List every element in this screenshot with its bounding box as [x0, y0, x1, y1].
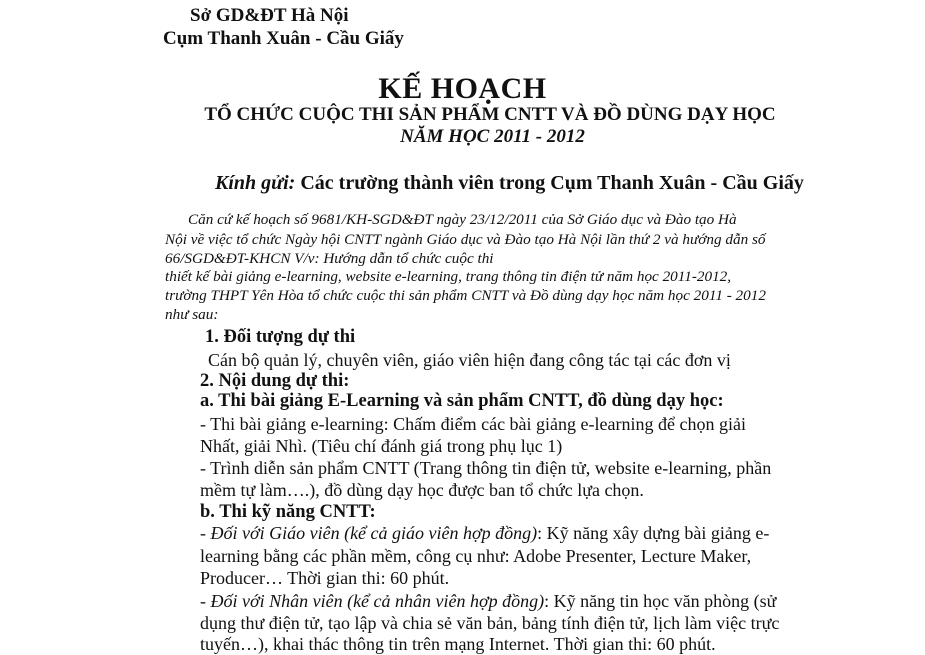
- staff-line: [200, 591, 776, 612]
- intro-line: Căn cứ kế hoạch số 9681/KH-SGD&ĐT ngày 23/12/2011 của Sở Giáo dục và Đào tạo Hà: [188, 211, 737, 228]
- recipient-text: Các trường thành viên trong Cụm Thanh Xuân - Cầu Giấy: [295, 172, 804, 194]
- teacher-label: - Đối với Giáo viên (kể cả giáo viên hợp đồng): [200, 523, 538, 543]
- section-2-heading: 2. Nội dung dự thi:: [200, 371, 350, 391]
- intro-line: thiết kế bài giảng e-learning, website e-learning, trang thông tin điện tử năm học 2011-2012,: [165, 268, 732, 285]
- body-line: Producer… Thời gian thi: 60 phút.: [200, 568, 450, 588]
- teacher-text: : Kỹ năng xây dựng bài giảng e-: [537, 523, 770, 543]
- body-line: dụng thư điện tử, tạo lập và chia sẻ văn bản, bảng tính điện tử, lịch làm việc trực: [200, 613, 780, 633]
- body-line: mềm tự làm….), đồ dùng dạy học được ban tổ chức lựa chọn.: [200, 480, 644, 500]
- section-2a-heading: a. Thi bài giảng E-Learning và sản phẩm CNTT, đồ dùng dạy học:: [200, 391, 724, 411]
- intro-line: trường THPT Yên Hòa tổ chức cuộc thi sản phẩm CNTT và Đồ dùng dạy học năm học 2011 - 2012: [165, 287, 766, 304]
- body-line: - Trình diễn sản phẩm CNTT (Trang thông tin điện tử, website e-learning, phần: [200, 458, 772, 478]
- recipient-label: Kính gửi:: [215, 172, 296, 194]
- section-1-heading: 1. Đối tượng dự thi: [205, 327, 356, 347]
- section-2b-heading: b. Thi kỹ năng CNTT:: [200, 502, 376, 522]
- document-title: KẾ HOẠCH: [378, 72, 547, 105]
- school-year: NĂM HỌC 2011 - 2012: [400, 126, 585, 147]
- org-line-1: Sở GD&ĐT Hà Nội: [190, 5, 349, 26]
- body-line: learning bằng các phần mềm, công cụ như: Adobe Presenter, Lecture Maker,: [200, 546, 752, 566]
- intro-line: như sau:: [165, 306, 219, 323]
- section-1-text: Cán bộ quản lý, chuyên viên, giáo viên hiện đang công tác tại các đơn vị: [208, 350, 731, 370]
- staff-text: : Kỹ năng tin học văn phòng (sử: [544, 591, 777, 611]
- body-line: tuyến…), khai thác thông tin trên mạng Internet. Thời gian thi: 60 phút.: [200, 634, 716, 654]
- intro-line: 66/SGD&ĐT-KHCN V/v: Hướng dẫn tổ chức cuộc thi: [165, 250, 494, 267]
- intro-line: Nội về việc tổ chức Ngày hội CNTT ngành Giáo dục và Đào tạo Hà Nội lần thứ 2 và hướng dẫn số: [165, 231, 766, 248]
- document-subtitle: TỔ CHỨC CUỘC THI SẢN PHẨM CNTT VÀ ĐỒ DÙNG DẠY HỌC: [204, 104, 776, 125]
- body-line: Nhất, giải Nhì. (Tiêu chí đánh giá trong phụ lục 1): [200, 436, 563, 456]
- body-line: - Thi bài giảng e-learning: Chấm điểm các bài giảng e-learning để chọn giải: [200, 414, 746, 434]
- recipient-line: [215, 172, 804, 195]
- org-line-2: Cụm Thanh Xuân - Cầu Giấy: [163, 28, 404, 49]
- teacher-line: [200, 523, 769, 544]
- staff-label: - Đối với Nhân viên (kể cả nhân viên hợp đồng): [200, 591, 545, 611]
